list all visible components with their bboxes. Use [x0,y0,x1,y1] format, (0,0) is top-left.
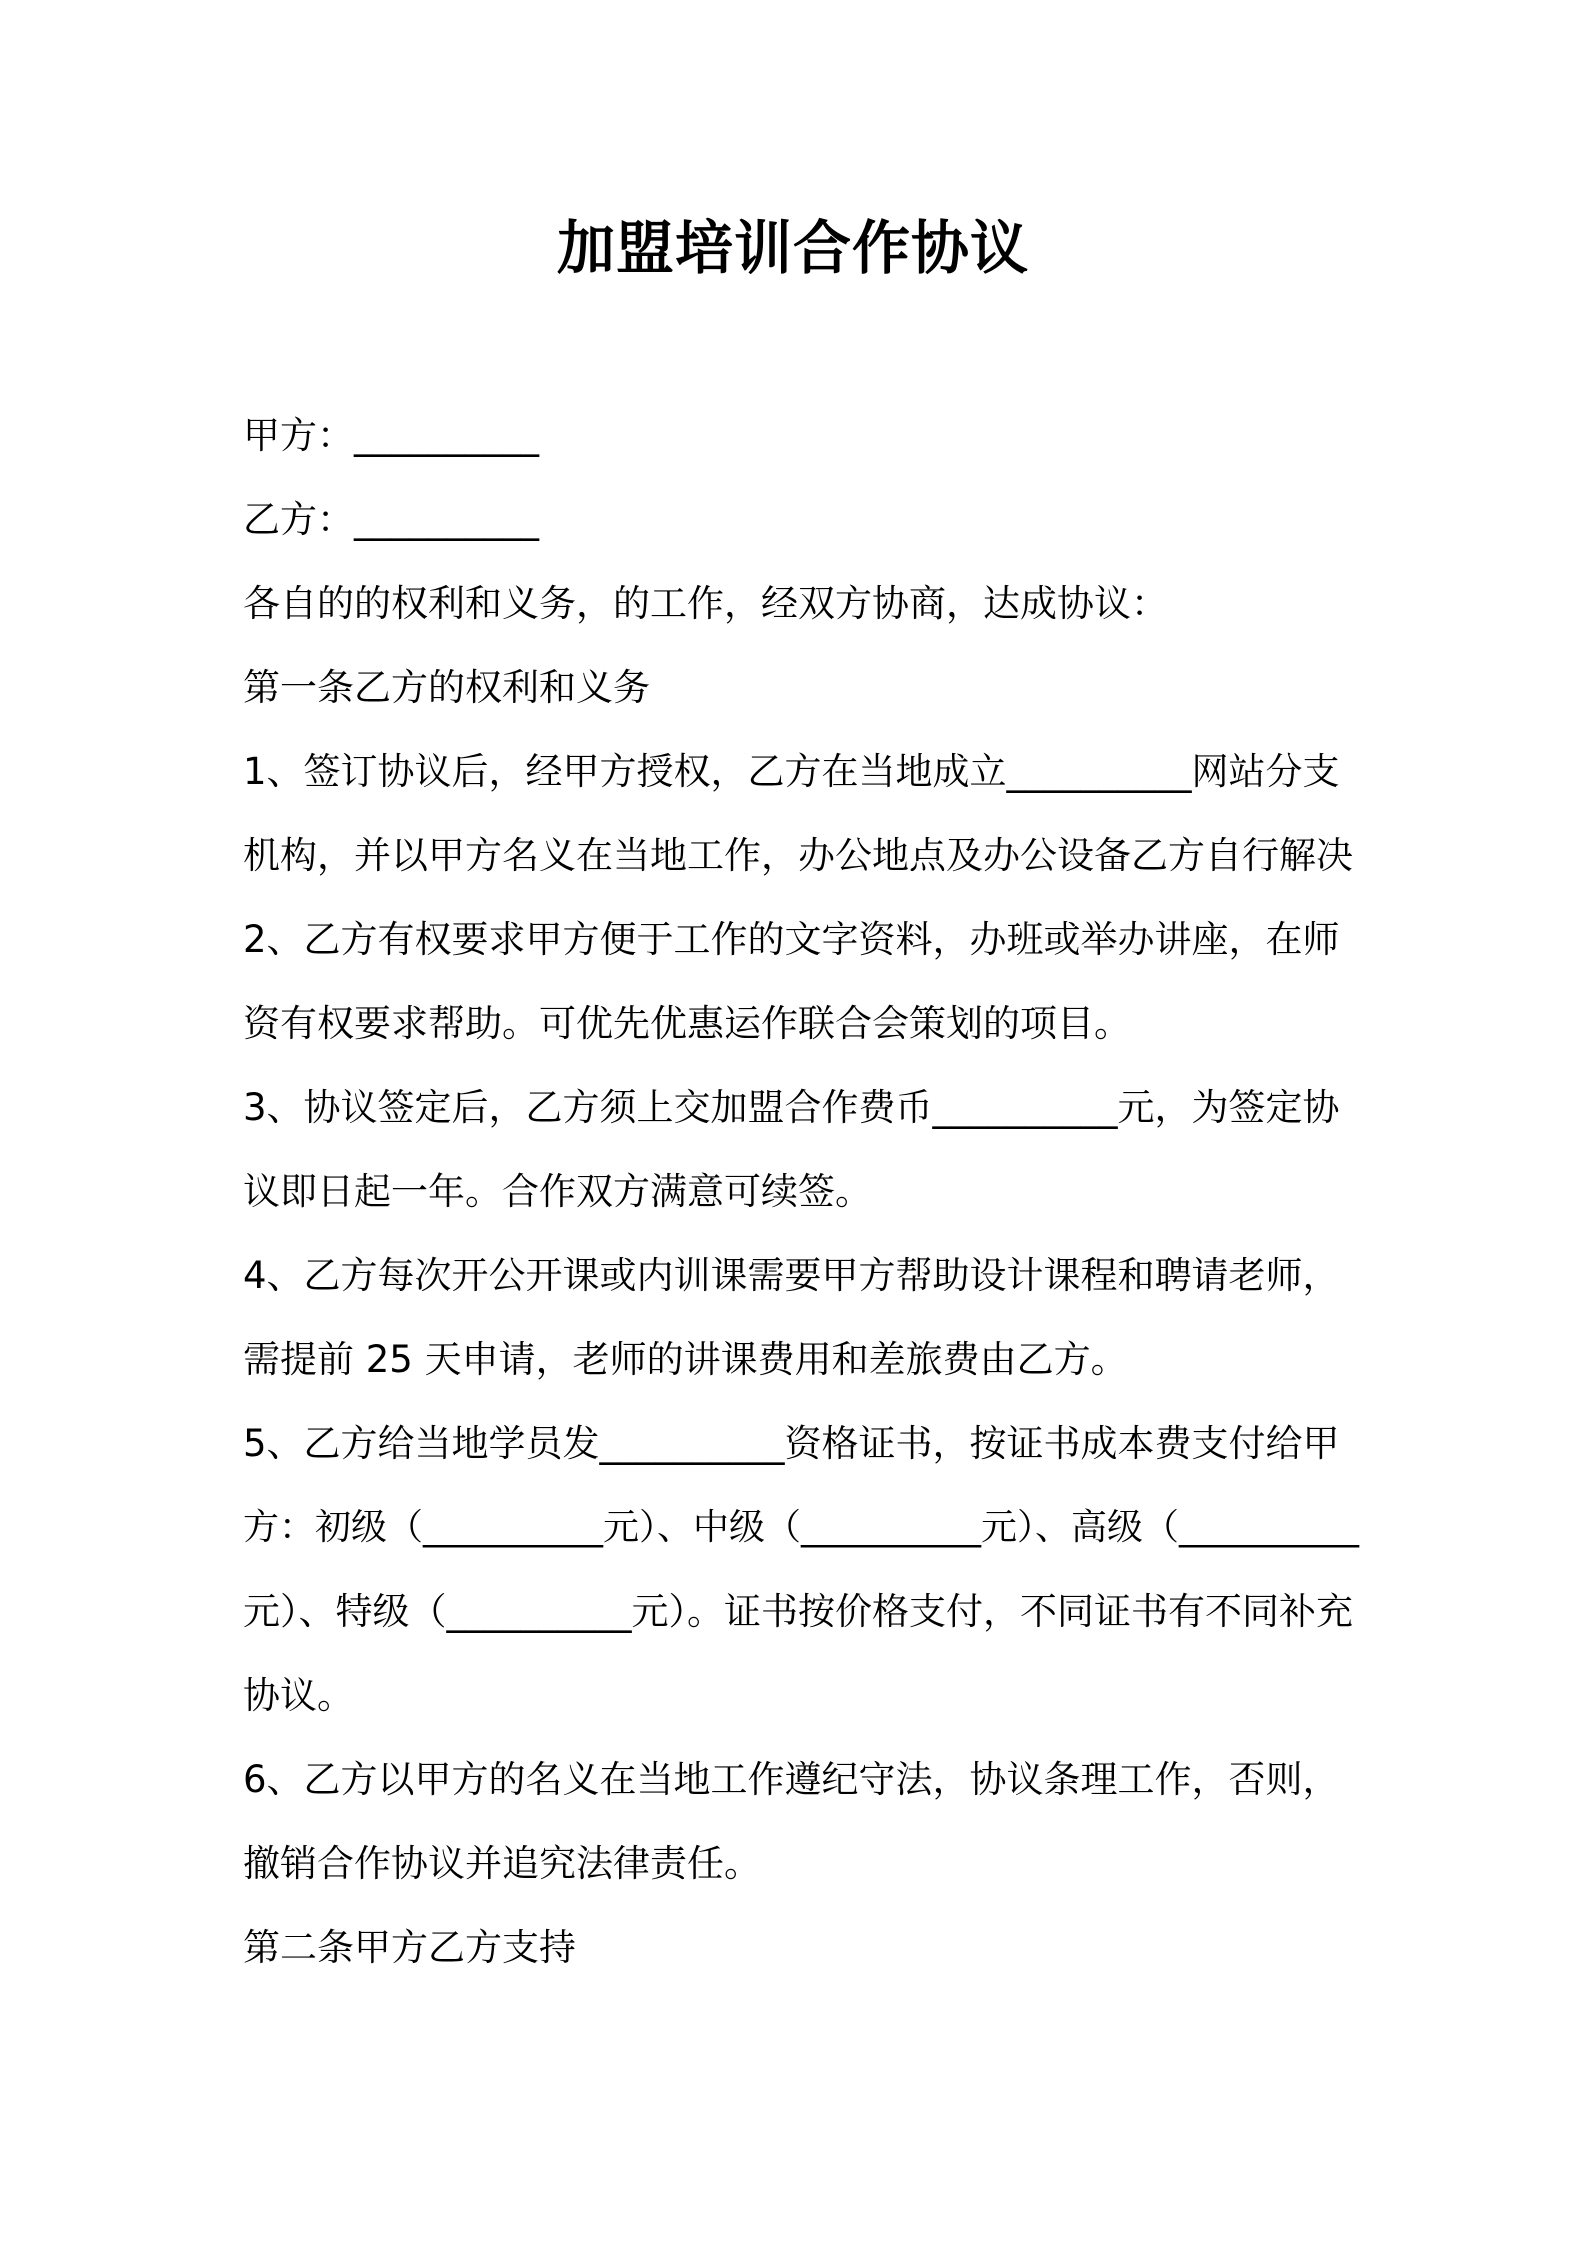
clause-6-line-2: 撤销合作协议并追究法律责任。 [243,1842,761,1885]
clause-1-line-1: 1、签订协议后，经甲方授权，乙方在当地成立__________网站分支 [243,750,1340,793]
clause-6-line-1: 6、乙方以甲方的名义在当地工作遵纪守法，协议条理工作，否则， [243,1758,1340,1801]
clause-4-line-1: 4、乙方每次开公开课或内训课需要甲方帮助设计课程和聘请老师， [243,1254,1340,1297]
clause-3-line-1: 3、协议签定后，乙方须上交加盟合作费币__________元，为签定协 [243,1086,1340,1129]
document-title: 加盟培训合作协议 [556,214,1029,282]
article-one-heading: 第一条乙方的权利和义务 [243,666,650,709]
clause-1-line-2: 机构，并以甲方名义在当地工作，办公地点及办公设备乙方自行解决 [243,834,1353,877]
clause-5-line-2: 方：初级（__________元）、中级（__________元）、高级（__________ [243,1507,1360,1548]
clause-5-line-3: 元）、特级（__________元）。证书按价格支付，不同证书有不同补充 [243,1590,1353,1633]
clause-5-line-1: 5、乙方给当地学员发__________资格证书，按证书成本费支付给甲 [243,1422,1340,1465]
party-a-line: 甲方：__________ [243,414,539,457]
party-b-line: 乙方：__________ [243,498,539,541]
article-two-heading: 第二条甲方乙方支持 [243,1926,576,1969]
clause-5-line-4: 协议。 [243,1674,354,1717]
clause-3-line-2: 议即日起一年。合作双方满意可续签。 [243,1170,872,1213]
clause-4-line-2: 需提前 25 天申请，老师的讲课费用和差旅费由乙方。 [243,1338,1128,1381]
clause-2-line-1: 2、乙方有权要求甲方便于工作的文字资料，办班或举办讲座，在师 [243,918,1340,961]
preamble-line: 各自的的权利和义务，的工作，经双方协商，达成协议： [243,582,1168,625]
clause-2-line-2: 资有权要求帮助。可优先优惠运作联合会策划的项目。 [243,1002,1131,1045]
